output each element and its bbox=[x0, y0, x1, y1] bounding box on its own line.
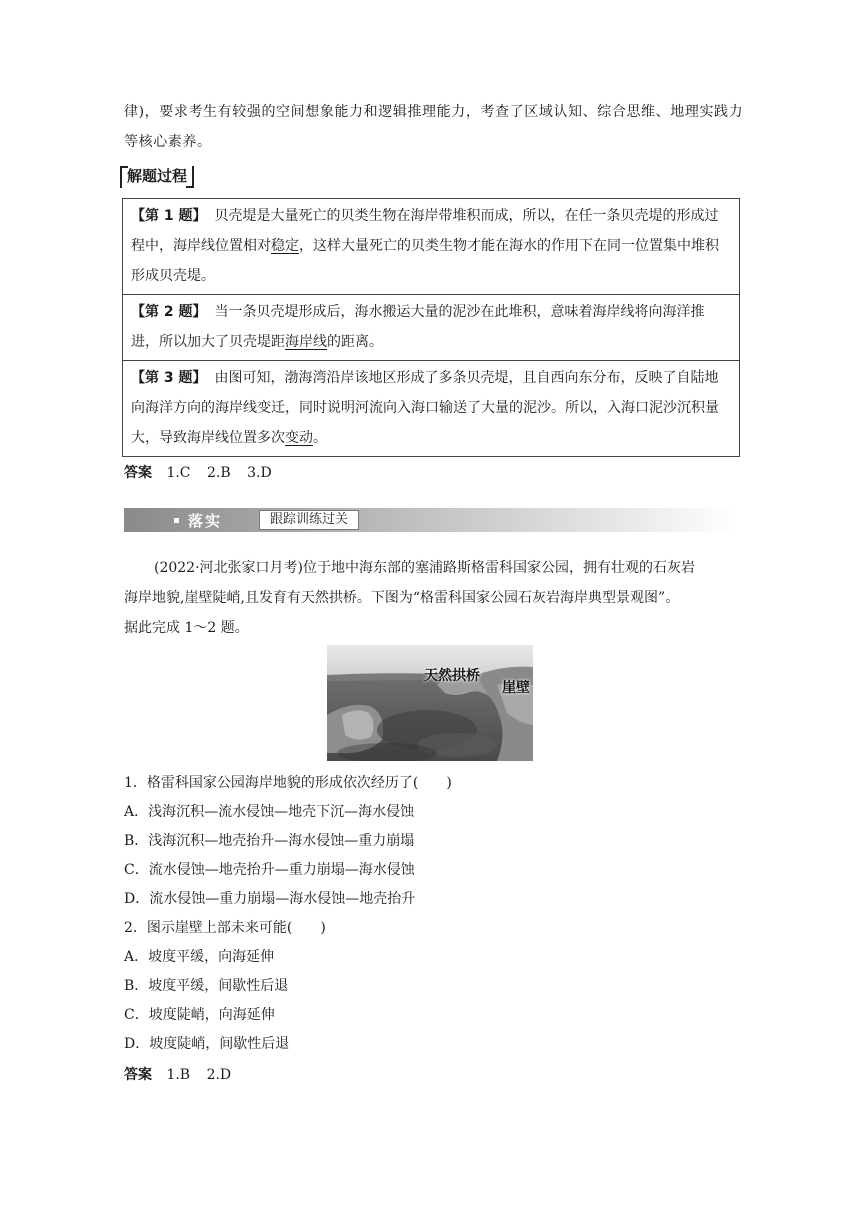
solution-text: 贝壳堤是大量死亡的贝类生物在海岸带堆积而成，所以，在任一条贝壳堤的形成过程中，海岸线位置相对 bbox=[131, 208, 719, 254]
question-2-option-d: D．坡度陡峭，间歇性后退 bbox=[124, 1036, 290, 1052]
question-2-option-c: C．坡度陡峭，向海延伸 bbox=[124, 1007, 275, 1023]
question-2-option-b: B．坡度平缓，间歇性后退 bbox=[124, 978, 289, 994]
solution-tag: 【第 3 题】 bbox=[131, 370, 207, 386]
question-1-option-b: B．浅海沉积—地壳抬升—海水侵蚀—重力崩塌 bbox=[124, 833, 415, 849]
answer-value: 1.C bbox=[166, 465, 191, 481]
section-heading bbox=[124, 165, 190, 187]
heading-bracket-right bbox=[186, 166, 194, 188]
answer-label: 答案 bbox=[124, 465, 152, 481]
answer-value: 2.D bbox=[206, 1067, 232, 1083]
photo-label-cliff: 崖壁 bbox=[502, 680, 530, 696]
solution-text: 由图可知，渤海湾沿岸该地区形成了多条贝壳堤，且自西向东分布，反映了自陆地向海洋方向的海岸线变迁，同时说明河流向入海口输送了大量的泥沙。所以，入海口泥沙沉积量大，导致海岸线位置多次 bbox=[131, 370, 719, 446]
question-intro-line: (2022·河北张家口月考)位于地中海东部的塞浦路斯格雷科国家公园，拥有壮观的石灰岩 bbox=[154, 560, 696, 576]
solution-box bbox=[122, 198, 740, 457]
answer-line-1 bbox=[124, 462, 284, 484]
coast-photo bbox=[327, 645, 533, 761]
photo-label-arch: 天然拱桥 bbox=[424, 668, 480, 684]
banner-title: 落实 bbox=[188, 512, 223, 530]
solution-text: 当一条贝壳堤形成后，海水搬运大量的泥沙在此堆积，意味着海岸线将向海洋推进，所以加大了贝壳堤距 bbox=[131, 304, 705, 350]
banner-square-icon bbox=[174, 518, 179, 523]
question-intro-line: 据此完成 1～2 题。 bbox=[124, 620, 249, 636]
solution-text: 。 bbox=[313, 430, 327, 446]
section-heading-text: 解题过程 bbox=[127, 167, 188, 185]
question-2-option-a: A．坡度平缓，向海延伸 bbox=[124, 949, 275, 965]
question-intro bbox=[124, 553, 744, 643]
answer-value: 2.B bbox=[206, 465, 231, 481]
solution-tag: 【第 2 题】 bbox=[131, 304, 207, 320]
answer-value: 3.D bbox=[247, 465, 272, 481]
solution-text: 的距离。 bbox=[327, 334, 383, 350]
intro-paragraph: 律)，要求考生有较强的空间想象能力和逻辑推理能力，考查了区域认知、综合思维、地理实践力等核心素养。 bbox=[124, 104, 744, 150]
solution-cell-2 bbox=[123, 295, 739, 361]
question-1-option-c: C．流水侵蚀—地壳抬升—重力崩塌—海水侵蚀 bbox=[124, 862, 415, 878]
answer-line-2 bbox=[124, 1064, 243, 1086]
question-2-stem: 2．图示崖壁上部未来可能( ) bbox=[124, 920, 326, 936]
question-1-option-a: A．浅海沉积—流水侵蚀—地壳下沉—海水侵蚀 bbox=[124, 804, 415, 820]
section-banner bbox=[124, 508, 736, 532]
solution-text: ，这样大量死亡的贝类生物才能在海水的作用下在同一位置集中堆积形成贝壳堤。 bbox=[131, 238, 719, 284]
solution-cell-1 bbox=[123, 199, 739, 295]
answer-label: 答案 bbox=[124, 1067, 152, 1083]
heading-bracket-left bbox=[120, 166, 128, 188]
solution-tag: 【第 1 题】 bbox=[131, 208, 207, 224]
banner-subtitle: 跟踪训练过关 bbox=[259, 510, 359, 530]
solution-keyword: 变动 bbox=[285, 430, 313, 446]
solution-keyword: 稳定 bbox=[271, 238, 299, 254]
question-intro-line: 海岸地貌,崖壁陡峭,且发育有天然拱桥。下图为“格雷科国家公园石灰岩海岸典型景观图”。 bbox=[124, 590, 680, 606]
question-1-option-d: D．流水侵蚀—重力崩塌—海水侵蚀—地壳抬升 bbox=[124, 891, 416, 907]
question-1-stem: 1．格雷科国家公园海岸地貌的形成依次经历了( ) bbox=[124, 775, 452, 791]
coast-photo-image bbox=[327, 645, 533, 761]
answer-value: 1.B bbox=[166, 1067, 191, 1083]
solution-cell-3 bbox=[123, 361, 739, 456]
solution-keyword: 海岸线 bbox=[285, 334, 327, 350]
